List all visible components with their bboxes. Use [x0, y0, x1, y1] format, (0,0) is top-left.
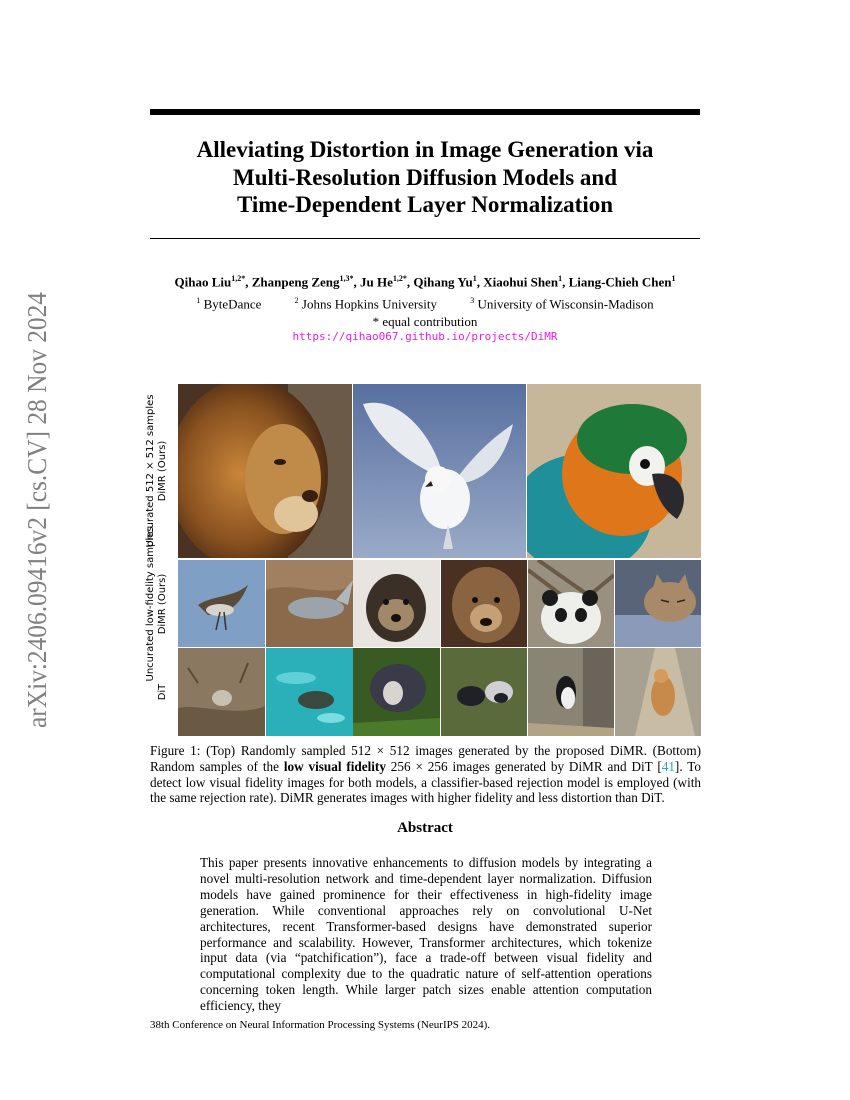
dit-sample-dog-path-image	[615, 648, 701, 736]
title-rule-bottom	[150, 238, 700, 239]
dit-sample-bird-image	[178, 648, 265, 736]
title-line: Alleviating Distortion in Image Generation via	[196, 137, 654, 162]
affil-name: Johns Hopkins University	[301, 296, 437, 312]
title-line: Time-Dependent Layer Normalization	[236, 192, 614, 217]
affil-name: ByteDance	[203, 296, 262, 312]
arxiv-stamp	[10, 290, 56, 730]
dimr-sample-terrier-image	[353, 560, 440, 647]
sample-macaw-image	[527, 384, 701, 558]
abstract-text: This paper presents innovative enhancements to diffusion models by integrating a novel multi-resolution network and time-dependent layer normalization. Diffusion models have gained prominence for their effectiveness in high-fidelity image generation. While conventional approaches rely on convolutional U-Net architectures, recent Transformer-based designs have demonstrated superior performance and scalability. However, Transformer architectures, which tokenize input data (via “patchification”), face a trade-off between visual fidelity and computational complexity due to the quadratic nature of self-attention operations concerning token length. While larger patch sizes enable attention computation efficiency, they	[200, 855, 652, 1014]
author-sup: 1,2*	[231, 274, 246, 283]
figure-1	[140, 384, 701, 736]
title-rule-top	[150, 109, 700, 115]
row-label-line: DiMR (Ours)	[157, 573, 168, 635]
row-label-line: DiMR (Ours)	[157, 440, 168, 502]
row-label-line: Uncurated 512 × 512 samples	[145, 394, 156, 548]
author-name: Ju He	[360, 274, 393, 290]
citation-link[interactable]: 41	[661, 758, 675, 774]
row-label-bottom	[140, 648, 174, 736]
title-line: Multi-Resolution Diffusion Models and	[232, 164, 617, 190]
affil-sup: 3	[470, 296, 475, 305]
caption-text: ]. To detect low visual fidelity images for both models, a classifier-based rejection model is employed (with the same rejection rate). DiMR generates images with higher fidelity and less distortion than DiT.	[150, 758, 701, 806]
row-label-middle	[140, 526, 174, 682]
affil-name: University of Wisconsin-Madison	[477, 296, 654, 312]
equal-contribution-note: * equal contribution	[372, 314, 478, 329]
author-sup: 1,3*	[339, 274, 354, 283]
author-name: Xiaohui Shen	[483, 274, 559, 290]
author-name: Qihao Liu	[174, 274, 232, 290]
paper-title	[150, 136, 700, 219]
dimr-sample-pelican-image	[178, 560, 265, 647]
dimr-sample-cat-image	[615, 560, 701, 647]
dit-sample-animals-grass-image	[441, 648, 527, 736]
caption-text: Figure 1: (Top) Randomly sampled 512 × 512 images generated by the proposed DiMR. (Bottom) Random samples of the	[150, 743, 701, 774]
author-sup: 1	[472, 274, 477, 283]
row-label-line: Uncurated low-fidelity samples	[145, 526, 156, 682]
abstract-heading: Abstract	[397, 820, 453, 836]
author-sup: 1,2*	[392, 274, 407, 283]
author-sup: 1	[558, 274, 563, 283]
dimr-sample-panda-image	[528, 560, 614, 647]
dimr-sample-shark-image	[266, 560, 353, 647]
author-name: Liang-Chieh Chen	[568, 274, 672, 290]
affil-sup: 1	[196, 296, 201, 305]
arxiv-stamp-text: arXiv:2406.09416v2 [cs.CV] 28 Nov 2024	[21, 290, 52, 728]
affil-sup: 2	[294, 296, 299, 305]
caption-bold: low visual fidelity	[283, 758, 386, 774]
project-url-link[interactable]: https://qihao067.github.io/projects/DiMR	[292, 330, 558, 343]
caption-text: 256 × 256 images generated by DiMR and DiT [	[385, 758, 662, 774]
conference-footnote: 38th Conference on Neural Information Processing Systems (NeurIPS 2024).	[150, 1019, 491, 1031]
author-name: Zhanpeng Zeng	[251, 274, 340, 290]
author-list: Qihao Liu$^{1,2*}$, Zhanpeng Zeng$^{1,3*}$, Ju $He^{1,2*}$, Qihang Yu$^1$, Xiaohui Shen$^1$, Liang-Chieh Chen$^1$	[174, 274, 676, 290]
affiliations	[150, 296, 700, 312]
row-label-line: DiT	[157, 683, 168, 701]
dit-sample-bird-rocks-image	[528, 648, 614, 736]
author-name: Qihang Yu	[413, 274, 473, 290]
sample-lion-image	[178, 384, 352, 558]
dit-sample-dog-grass-image	[353, 648, 440, 736]
figure-caption	[150, 743, 701, 806]
sample-cockatoo-image	[353, 384, 526, 558]
author-sup: 1	[671, 274, 676, 283]
dimr-sample-terrier-dog-image	[441, 560, 527, 647]
dit-sample-pool-image	[266, 648, 353, 736]
